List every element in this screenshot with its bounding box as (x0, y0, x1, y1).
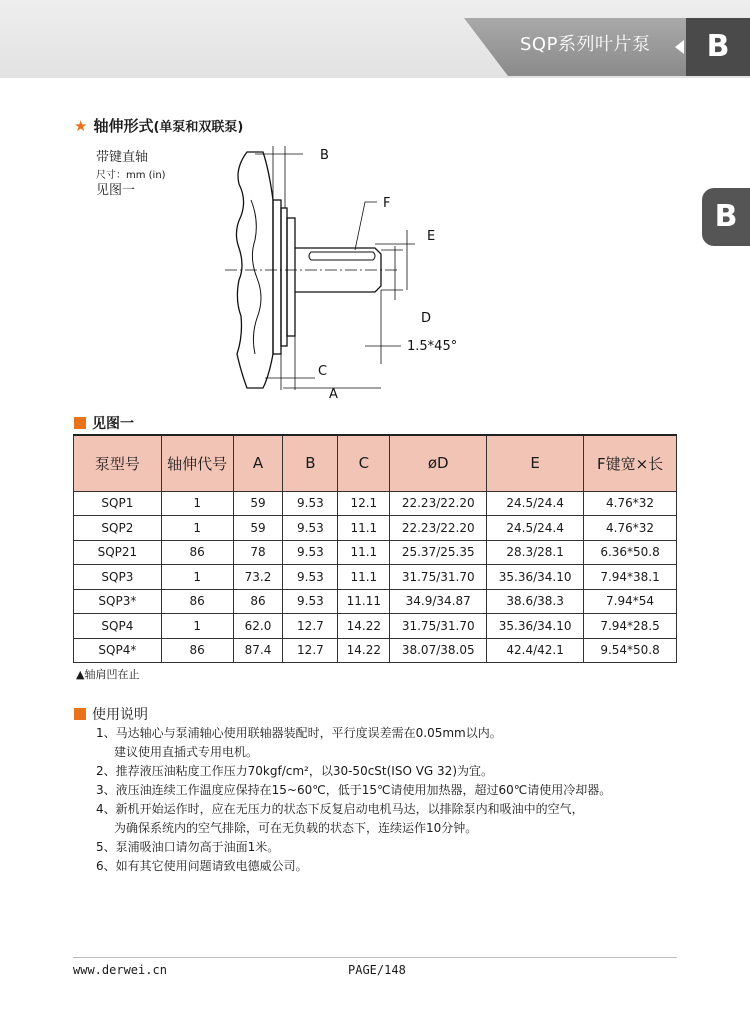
table-cell: 9.53 (283, 565, 338, 590)
table-cell: 28.3/28.1 (487, 540, 584, 565)
table-cell: 38.07/38.05 (390, 638, 487, 663)
table-row (74, 638, 677, 663)
shaft-see-figure: 见图一 (96, 183, 136, 198)
table-cell: 1 (161, 565, 233, 590)
table-cell: 22.23/22.20 (390, 491, 487, 516)
table-cell: 24.5/24.4 (487, 491, 584, 516)
table-cell: 86 (233, 589, 283, 614)
shaft-units: 尺寸：mm (in) (96, 170, 166, 181)
table-cell: SQP4 (74, 614, 162, 639)
table-cell: 11.1 (338, 540, 390, 565)
shaft-type: 带键直轴 (96, 150, 149, 165)
label-chamfer: 1.5*45° (407, 339, 458, 354)
header-section-letter: B (686, 18, 750, 76)
table-cell: SQP1 (74, 491, 162, 516)
table-title: 见图一 (92, 416, 134, 432)
table-row (74, 491, 677, 516)
usage-item: 4、新机开始运作时，应在无压力的状态下反复启动电机马达，以排除泵内和吸油中的空气， (96, 802, 584, 816)
shaft-heading-text: 轴伸形式 (93, 117, 154, 135)
star-icon: ★ (74, 117, 88, 135)
table-cell: SQP21 (74, 540, 162, 565)
table-cell: 1 (161, 614, 233, 639)
table-row (74, 540, 677, 565)
table-row (74, 516, 677, 541)
table-cell: 7.94*28.5 (584, 614, 677, 639)
table-note: ▲轴肩凹在止 (76, 668, 140, 681)
table-cell: 11.1 (338, 516, 390, 541)
table-cell: 12.7 (283, 614, 338, 639)
table-cell: 31.75/31.70 (390, 565, 487, 590)
table-cell: 24.5/24.4 (487, 516, 584, 541)
table-cell: 9.53 (283, 589, 338, 614)
table-row (74, 565, 677, 590)
usage-item-cont: 为确保系统内的空气排除，可在无负载的状态下，连续运作10分钟。 (114, 821, 478, 835)
table-cell: 7.94*38.1 (584, 565, 677, 590)
usage-item: 5、泵浦吸油口请勿高于油面1米。 (96, 840, 280, 854)
col-header: E (487, 435, 584, 491)
table-heading (74, 413, 134, 433)
spec-table (73, 434, 677, 663)
table-cell: 9.54*50.8 (584, 638, 677, 663)
label-b: B (320, 148, 329, 163)
table-cell: 11.11 (338, 589, 390, 614)
table-cell: 35.36/34.10 (487, 614, 584, 639)
table-cell: 59 (233, 491, 283, 516)
table-cell: 1 (161, 491, 233, 516)
table-cell: 6.36*50.8 (584, 540, 677, 565)
footer-page-number: PAGE/148 (348, 963, 406, 977)
table-cell: 86 (161, 540, 233, 565)
shaft-shoulder (287, 218, 295, 336)
table-cell: 9.53 (283, 540, 338, 565)
table-row (74, 589, 677, 614)
table-cell: 14.22 (338, 614, 390, 639)
col-header: B (283, 435, 338, 491)
col-header: F键宽×长 (584, 435, 677, 491)
col-header: C (338, 435, 390, 491)
usage-item: 6、如有其它使用问题请致电德威公司。 (96, 859, 308, 873)
usage-list (96, 724, 696, 876)
table-cell: 25.37/25.35 (390, 540, 487, 565)
label-f: F (383, 196, 391, 211)
table-cell: 9.53 (283, 491, 338, 516)
table-cell: 86 (161, 638, 233, 663)
table-cell: 12.1 (338, 491, 390, 516)
table-cell: 12.7 (283, 638, 338, 663)
table-cell: 86 (161, 589, 233, 614)
usage-title: 使用说明 (92, 707, 148, 723)
usage-item: 2、推荐液压油粘度工作压力70kgf/cm²，以30-50cSt(ISO VG 32)为宜。 (96, 764, 493, 778)
table-header-row (74, 435, 677, 491)
table-cell: 7.94*54 (584, 589, 677, 614)
table-cell: 4.76*32 (584, 491, 677, 516)
label-c: C (318, 364, 328, 379)
table-row (74, 614, 677, 639)
table-cell: 42.4/42.1 (487, 638, 584, 663)
table-cell: 14.22 (338, 638, 390, 663)
table-cell: SQP3* (74, 589, 162, 614)
table-cell: 4.76*32 (584, 516, 677, 541)
table-cell: 38.6/38.3 (487, 589, 584, 614)
header-title: SQP系列叶片泵 (520, 34, 651, 55)
table-cell: 62.0 (233, 614, 283, 639)
f-leader (355, 202, 377, 250)
usage-item: 3、液压油连续工作温度应保持在15~60℃，低于15℃请使用加热器，超过60℃请使用冷却器。 (96, 783, 612, 797)
col-header: 轴伸代号 (161, 435, 233, 491)
label-a: A (329, 387, 338, 400)
table-cell: 11.1 (338, 565, 390, 590)
table-cell: SQP2 (74, 516, 162, 541)
usage-item: 1、马达轴心与泵浦轴心使用联轴器装配时，平行度误差需在0.05mm以内。 (96, 726, 502, 740)
table-cell: 59 (233, 516, 283, 541)
pilot-shoulder (281, 208, 287, 346)
shaft-drawing (225, 140, 485, 400)
footer-divider (73, 957, 677, 958)
footer-website[interactable]: www.derwei.cn (73, 963, 167, 977)
table-cell: 31.75/31.70 (390, 614, 487, 639)
orange-square-icon (74, 708, 86, 720)
col-header: 泵型号 (74, 435, 162, 491)
flange-inner-line (251, 200, 261, 354)
side-section-tab[interactable]: B (702, 188, 750, 246)
table-cell: 73.2 (233, 565, 283, 590)
table-cell: 22.23/22.20 (390, 516, 487, 541)
shaft-heading-note: (单泵和双联泵) (153, 120, 244, 135)
label-d: D (421, 311, 432, 326)
col-header: øD (390, 435, 487, 491)
table-cell: 78 (233, 540, 283, 565)
usage-heading (74, 704, 148, 724)
col-header: A (233, 435, 283, 491)
label-e: E (427, 229, 436, 244)
usage-item-cont: 建议使用直插式专用电机。 (114, 745, 259, 759)
table-cell: SQP4* (74, 638, 162, 663)
header-arrow-icon (675, 40, 684, 54)
table-cell: 87.4 (233, 638, 283, 663)
table-cell: 34.9/34.87 (390, 589, 487, 614)
table-cell: 35.36/34.10 (487, 565, 584, 590)
table-cell: SQP3 (74, 565, 162, 590)
shaft-section-heading (74, 115, 243, 136)
keyway (309, 252, 375, 260)
pilot-ring (273, 200, 281, 354)
table-cell: 9.53 (283, 516, 338, 541)
table-cell: 1 (161, 516, 233, 541)
orange-square-icon (74, 417, 86, 429)
